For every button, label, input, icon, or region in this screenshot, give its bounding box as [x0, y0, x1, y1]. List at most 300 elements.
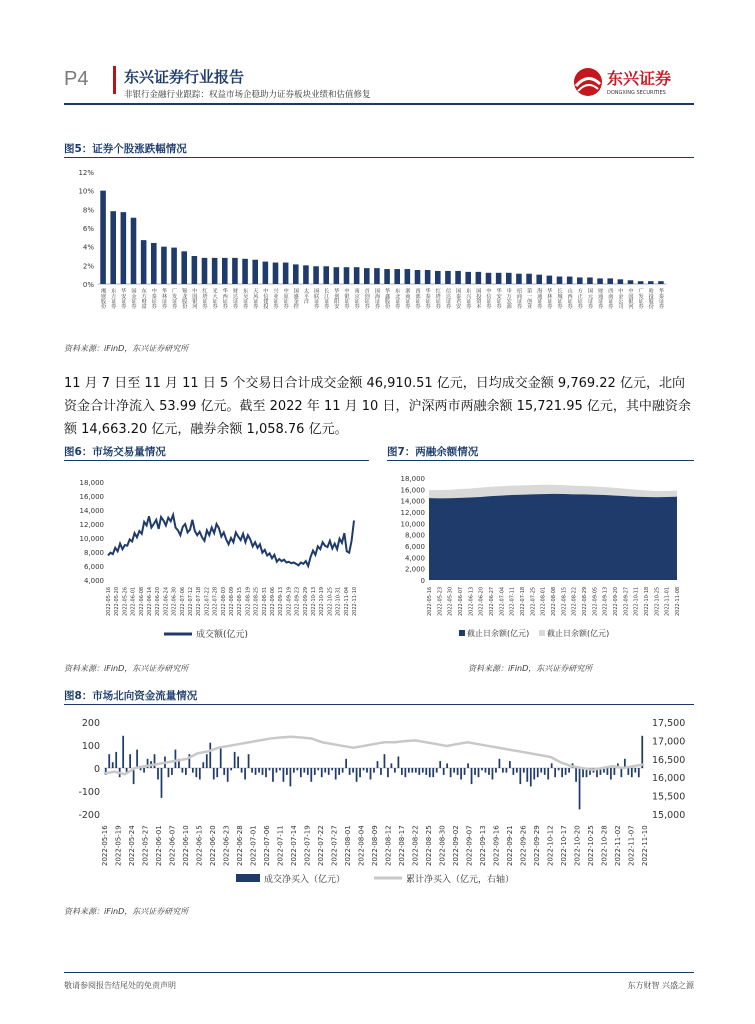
- fig7-chart: [387, 468, 694, 648]
- bar: [405, 269, 411, 284]
- x-tick-label: 2022-05-24: [128, 825, 136, 866]
- bar: [122, 736, 124, 768]
- x-tick-label: 2022-10-18: [644, 586, 650, 616]
- bar: [202, 762, 204, 768]
- x-tick-label: 华泰证券: [657, 288, 664, 309]
- bar: [331, 768, 333, 770]
- x-tick-label: 2022-10-13: [311, 586, 317, 616]
- series-area-financing: [429, 494, 677, 580]
- bar: [620, 768, 622, 777]
- x-tick-label: 2022-06-13: [468, 586, 475, 616]
- x-tick-label: 长城证券: [556, 288, 563, 309]
- x-tick-label: 2022-09-16: [492, 825, 501, 866]
- x-tick-label: 2022-06-27: [489, 586, 495, 616]
- bar: [557, 277, 563, 284]
- bar: [141, 240, 147, 284]
- bar: [465, 272, 471, 284]
- bar: [199, 768, 201, 780]
- y-tick-label: 14,000: [79, 507, 104, 515]
- x-tick-label: 2022-08-03: [220, 586, 227, 616]
- bar: [499, 759, 501, 768]
- x-tick-label: 2022-05-30: [447, 586, 454, 616]
- x-tick-label: 2022-06-28: [236, 825, 244, 866]
- x-tick-label: 2022-06-30: [171, 586, 178, 616]
- bar: [443, 768, 445, 775]
- x-tick-label: 中信建投: [262, 288, 269, 309]
- x-tick-label: 2022-06-20: [478, 586, 485, 616]
- bar: [474, 768, 476, 775]
- y-tick-label: 10,000: [79, 535, 104, 543]
- bar: [492, 768, 494, 780]
- bar: [445, 271, 451, 284]
- bar: [455, 271, 461, 284]
- bar: [143, 768, 145, 773]
- y-tick-label: 6,000: [83, 563, 104, 571]
- x-tick-label: 2022-06-14: [147, 586, 153, 616]
- bar: [401, 768, 403, 775]
- x-tick-label: 2022-06-20: [209, 825, 217, 866]
- x-tick-label: 2022-07-22: [204, 586, 211, 616]
- y-tick-label: 10%: [78, 187, 94, 196]
- x-tick-label: 华西证券: [221, 288, 228, 309]
- x-tick-label: 2022-07-12: [188, 586, 194, 616]
- y-tick-label: 8,000: [404, 531, 425, 540]
- x-tick-label: 2022-07-06: [179, 586, 186, 616]
- bar: [481, 768, 483, 770]
- bar: [272, 768, 274, 782]
- x-tick-label: 西南证券: [607, 288, 614, 309]
- bar: [526, 768, 528, 782]
- bar: [614, 768, 616, 775]
- bar: [222, 258, 228, 284]
- x-tick-label: 中国银河: [627, 288, 634, 309]
- x-tick-label: 东北证券: [394, 288, 401, 309]
- bar: [446, 763, 448, 768]
- x-tick-label: 天风证券: [252, 288, 259, 309]
- bar: [212, 258, 218, 284]
- x-tick-label: 2022-09-13: [278, 586, 285, 616]
- bar: [303, 768, 305, 773]
- x-tick-label: 2022-08-15: [237, 586, 244, 616]
- y-tick-label: 16,000: [79, 493, 104, 501]
- bar: [391, 763, 393, 768]
- bar: [307, 768, 309, 775]
- x-tick-label: 2022-06-15: [195, 825, 204, 866]
- bar: [242, 259, 248, 284]
- y-tick-label: 14,000: [400, 497, 425, 506]
- bar: [303, 265, 309, 284]
- x-tick-label: 第一创业: [526, 288, 533, 309]
- bar: [216, 768, 218, 777]
- bar: [575, 768, 577, 782]
- x-tick-label: 2022-10-17: [560, 825, 568, 866]
- bar: [185, 768, 187, 775]
- fig6-chart: [64, 468, 369, 648]
- x-tick-label: 光大证券: [211, 288, 218, 309]
- x-tick-label: 2022-06-08: [138, 586, 145, 616]
- bar: [408, 768, 410, 773]
- bar: [206, 754, 208, 768]
- bar: [157, 768, 159, 780]
- y-tick-label: 0%: [82, 281, 94, 289]
- bar: [380, 768, 382, 775]
- bar: [182, 768, 184, 773]
- bar: [506, 768, 508, 773]
- bar: [342, 768, 344, 773]
- x-tick-label: 锦龙股份: [181, 288, 188, 309]
- x-tick-label: 申万宏源: [505, 288, 512, 309]
- bar: [230, 768, 232, 770]
- bar: [220, 747, 222, 768]
- bar: [415, 768, 417, 773]
- bar: [273, 263, 279, 284]
- bar: [136, 750, 138, 768]
- summary-paragraph: 11 月 7 日至 11 月 11 日 5 个交易日合计成交金额 46,910.51 亿元，日均成交金额 9,769.22 亿元，北向资金合计净流入 53.99 亿元。截至 2022 年 11 月 10 日，沪深两市两融余额 15,721.95 亿元，其中融资余额 14,663.20 亿元，融券余额 1,058.76 亿元。: [64, 376, 691, 437]
- x-tick-label: 2022-10-11: [633, 586, 640, 616]
- x-tick-label: 2022-08-17: [398, 825, 406, 866]
- x-tick-label: 2022-10-25: [654, 586, 661, 616]
- x-tick-label: 2022-06-07: [168, 825, 177, 866]
- bar: [579, 768, 581, 809]
- x-tick-label: 哈投股份: [647, 288, 654, 309]
- bar: [323, 266, 329, 284]
- bar: [610, 768, 612, 780]
- bar: [533, 768, 535, 780]
- bar: [394, 269, 400, 284]
- company-logo: [570, 62, 700, 102]
- bar: [373, 768, 375, 773]
- bar: [530, 768, 532, 786]
- bar: [628, 280, 634, 284]
- fig5-rule: [64, 157, 694, 158]
- y-tick-label: -200: [78, 810, 100, 821]
- x-tick-label: 2022-06-24: [163, 586, 170, 616]
- x-tick-label: 2022-09-13: [602, 586, 609, 616]
- x-tick-label: 东吴证券: [242, 288, 249, 309]
- bar: [213, 768, 215, 780]
- bar: [460, 768, 462, 780]
- bar: [509, 761, 511, 768]
- x-tick-label: 2022-11-08: [675, 586, 681, 616]
- bar: [171, 248, 177, 284]
- legend-label: 成交额(亿元): [196, 630, 249, 640]
- bar: [248, 754, 250, 768]
- bar: [398, 757, 400, 769]
- bar: [349, 768, 351, 775]
- footer-rule: [64, 972, 694, 973]
- x-tick-label: 2022-09-13: [479, 825, 487, 866]
- bar: [251, 768, 253, 773]
- x-tick-label: 东方证券: [110, 288, 117, 309]
- y2-tick-label: 17,000: [652, 736, 686, 748]
- legend-label: 累计净买入（亿元，右轴）: [406, 875, 515, 885]
- x-tick-label: 2022-08-25: [253, 586, 260, 616]
- x-tick-label: 浙商证券: [404, 288, 411, 309]
- bar: [108, 754, 110, 768]
- y-tick-label: 0: [420, 577, 425, 585]
- logo-subtext: DONGXING SECURITIES: [607, 90, 666, 96]
- y-tick-label: 18,000: [79, 479, 104, 487]
- bar: [638, 768, 640, 777]
- bar: [478, 768, 480, 777]
- x-tick-label: 2022-05-16: [101, 825, 109, 866]
- bar: [296, 768, 298, 770]
- x-tick-label: 2022-10-19: [319, 586, 326, 616]
- fig6-source: 资料来源：iFinD，东兴证券研究所: [64, 664, 189, 673]
- x-tick-label: 方正证券: [576, 288, 583, 309]
- bar: [370, 768, 372, 780]
- bar: [317, 768, 319, 770]
- x-tick-label: 华安证券: [495, 288, 502, 309]
- x-tick-label: 2022-05-26: [122, 586, 129, 616]
- x-tick-label: 2022-10-31: [335, 586, 342, 616]
- bar: [192, 768, 194, 773]
- bar: [422, 768, 424, 773]
- report-subtitle: 非银行金融行业跟踪：权益市场企稳助力证券板块业绩和估值修复: [124, 90, 371, 100]
- bar: [415, 270, 421, 284]
- x-tick-label: 2022-09-07: [465, 825, 474, 866]
- bar: [536, 275, 542, 284]
- x-tick-label: 2022-11-10: [641, 825, 649, 866]
- bar: [335, 768, 337, 780]
- bar: [262, 768, 264, 775]
- bar: [356, 768, 358, 782]
- y-tick-label: 6,000: [404, 543, 425, 551]
- bar: [432, 768, 434, 777]
- bar: [202, 258, 208, 284]
- fig6-title: 图6：市场交易量情况: [64, 446, 166, 458]
- x-tick-label: 2022-05-19: [114, 825, 123, 866]
- x-tick-label: 广发证券: [637, 288, 644, 309]
- x-tick-label: 2022-06-07: [458, 586, 464, 616]
- legend-swatch: [539, 630, 545, 636]
- y-tick-label: 12,000: [400, 509, 425, 517]
- x-tick-label: 2022-07-22: [317, 825, 325, 866]
- y2-tick-label: 15,500: [652, 791, 686, 803]
- bar: [310, 768, 312, 782]
- legend-swatch: [459, 630, 465, 636]
- bar: [110, 211, 116, 284]
- bar: [457, 768, 459, 775]
- bar: [631, 768, 633, 777]
- logo-mark-icon: [574, 68, 602, 96]
- x-tick-label: 海通证券: [536, 288, 543, 309]
- bar: [467, 763, 469, 768]
- bar: [181, 251, 187, 284]
- bar: [244, 768, 246, 780]
- x-tick-label: 2022-07-14: [290, 825, 298, 866]
- fig8-title: 图8：市场北向资金流量情况: [64, 690, 198, 702]
- bar: [429, 768, 431, 777]
- bar: [502, 768, 504, 773]
- x-tick-label: 2022-09-23: [294, 586, 301, 616]
- bar: [544, 768, 546, 775]
- bar: [363, 768, 365, 770]
- bar: [638, 281, 644, 284]
- bar: [587, 277, 593, 284]
- bar: [258, 768, 260, 773]
- x-tick-label: 2022-08-01: [344, 825, 352, 866]
- bar: [453, 768, 455, 773]
- bar: [411, 768, 413, 773]
- bar: [171, 768, 173, 775]
- y-tick-label: 200: [81, 718, 100, 729]
- bar: [658, 281, 664, 284]
- bar: [476, 272, 482, 284]
- y-tick-label: 4,000: [83, 577, 104, 585]
- x-tick-label: 2022-11-04: [343, 586, 350, 616]
- x-tick-label: 中国银河: [191, 288, 198, 309]
- x-tick-label: 首创证券: [363, 288, 370, 309]
- bar: [648, 281, 654, 284]
- bar: [129, 754, 131, 768]
- bar: [418, 768, 420, 775]
- x-tick-label: 2022-08-22: [571, 586, 578, 616]
- y-tick-label: 12,000: [79, 521, 104, 529]
- x-tick-label: 兴业证券: [272, 288, 279, 309]
- bar: [577, 277, 583, 284]
- x-tick-label: 国元证券: [586, 288, 593, 309]
- x-tick-label: 2022-11-07: [627, 825, 636, 866]
- x-tick-label: 华林证券: [160, 288, 167, 309]
- bar: [547, 768, 549, 780]
- y-tick-label: 2,000: [404, 565, 425, 574]
- x-tick-label: 2022-10-20: [573, 825, 582, 866]
- legend-label: 截止日余额(亿元): [467, 629, 530, 638]
- bar: [269, 768, 271, 770]
- x-tick-label: 2022-11-01: [664, 586, 671, 616]
- bar: [192, 256, 198, 284]
- x-tick-label: 2022-08-25: [425, 825, 433, 866]
- bar: [223, 768, 225, 775]
- x-tick-label: 2022-08-09: [371, 825, 379, 866]
- bar: [151, 243, 157, 284]
- bar: [168, 768, 170, 777]
- bar: [232, 258, 238, 284]
- x-tick-label: 中银证券: [343, 288, 350, 309]
- y-tick-label: 4,000: [404, 554, 425, 563]
- x-tick-label: 南京证券: [353, 288, 360, 309]
- bar: [374, 268, 380, 284]
- x-tick-label: 2022-05-16: [427, 586, 433, 616]
- x-tick-label: 2022-09-27: [623, 586, 630, 616]
- x-tick-label: 国投资本: [475, 288, 482, 309]
- footer-slogan: 东方财智 兴盛之源: [627, 981, 694, 990]
- x-tick-label: 2022-10-25: [327, 586, 334, 616]
- x-tick-label: 2022-06-10: [182, 825, 190, 866]
- x-tick-label: 华创阳安: [333, 288, 340, 309]
- bar: [558, 768, 560, 770]
- bar: [404, 768, 406, 777]
- bar: [283, 768, 285, 782]
- x-tick-label: 2022-07-27: [330, 825, 339, 866]
- x-tick-label: 财通证券: [597, 288, 604, 309]
- logo-text: 东兴证券: [607, 69, 672, 88]
- x-tick-label: 2022-09-21: [506, 825, 514, 866]
- x-tick-label: 2022-08-31: [261, 586, 268, 616]
- x-tick-label: 东兴证券: [465, 288, 472, 309]
- x-tick-label: 2022-09-19: [286, 586, 293, 616]
- bar: [567, 277, 573, 284]
- y-tick-label: 12%: [78, 169, 94, 177]
- bar: [551, 763, 553, 768]
- x-tick-label: 2022-08-08: [551, 586, 557, 616]
- x-tick-label: 2022-07-28: [212, 586, 219, 616]
- bar: [547, 276, 553, 284]
- bar: [112, 762, 114, 768]
- fig8-chart: [64, 708, 694, 893]
- series-line: [108, 515, 354, 566]
- fig8-source: 资料来源：iFinD，东兴证券研究所: [64, 907, 189, 916]
- x-tick-label: 西部证券: [414, 288, 421, 309]
- y-tick-label: 10,000: [400, 520, 425, 529]
- bar: [435, 271, 441, 284]
- bar: [359, 768, 361, 777]
- bar: [252, 260, 258, 284]
- header-rule: [64, 103, 694, 105]
- bar: [384, 754, 386, 768]
- bar: [554, 768, 556, 777]
- legend-label: 截止日余额(亿元): [547, 629, 610, 638]
- x-tick-label: 2022-09-29: [302, 586, 309, 616]
- bar: [496, 273, 502, 284]
- x-tick-label: 2022-10-25: [587, 825, 595, 866]
- bar: [450, 768, 452, 777]
- bar: [641, 736, 643, 768]
- report-title: 东兴证券行业报告: [124, 68, 245, 86]
- bar: [516, 768, 518, 773]
- bar: [321, 768, 323, 777]
- x-tick-label: 招商证券: [515, 288, 522, 309]
- bar: [121, 212, 127, 284]
- bar: [290, 768, 292, 786]
- x-tick-label: 2022-08-12: [384, 825, 393, 866]
- x-tick-label: 2022-05-20: [114, 586, 121, 616]
- fig7-title: 图7：两融余额情况: [387, 446, 479, 458]
- x-tick-label: 2022-09-02: [452, 825, 460, 866]
- x-tick-label: 中信证券: [485, 288, 492, 309]
- x-tick-label: 2022-08-19: [245, 586, 252, 616]
- bar: [344, 267, 350, 284]
- bar: [265, 768, 267, 777]
- x-tick-label: 山西证券: [566, 288, 573, 309]
- bar: [495, 768, 497, 773]
- bar: [512, 768, 514, 775]
- bar: [234, 752, 236, 768]
- x-tick-label: 2022-10-12: [546, 825, 555, 866]
- y-tick-label: -100: [78, 787, 100, 798]
- y-tick-label: 16,000: [400, 486, 425, 495]
- bar: [286, 768, 288, 775]
- x-tick-label: 红塔证券: [201, 288, 208, 309]
- bar: [464, 768, 466, 775]
- y2-tick-label: 16,000: [652, 773, 686, 785]
- bar: [314, 768, 316, 775]
- bar: [255, 768, 257, 775]
- bar: [324, 768, 326, 773]
- x-tick-label: 2022-11-10: [352, 586, 358, 616]
- bar: [276, 768, 278, 773]
- bar: [488, 768, 490, 775]
- x-tick-label: 2022-08-04: [357, 825, 366, 866]
- bar: [195, 768, 197, 777]
- x-tick-label: 2022-07-19: [303, 825, 312, 866]
- x-tick-label: 华鑫股份: [384, 288, 391, 309]
- x-tick-label: 长江证券: [323, 288, 330, 309]
- x-tick-label: 2022-09-05: [592, 586, 599, 616]
- x-tick-label: 2022-06-20: [155, 586, 162, 616]
- x-tick-label: 湘财股份: [100, 288, 107, 309]
